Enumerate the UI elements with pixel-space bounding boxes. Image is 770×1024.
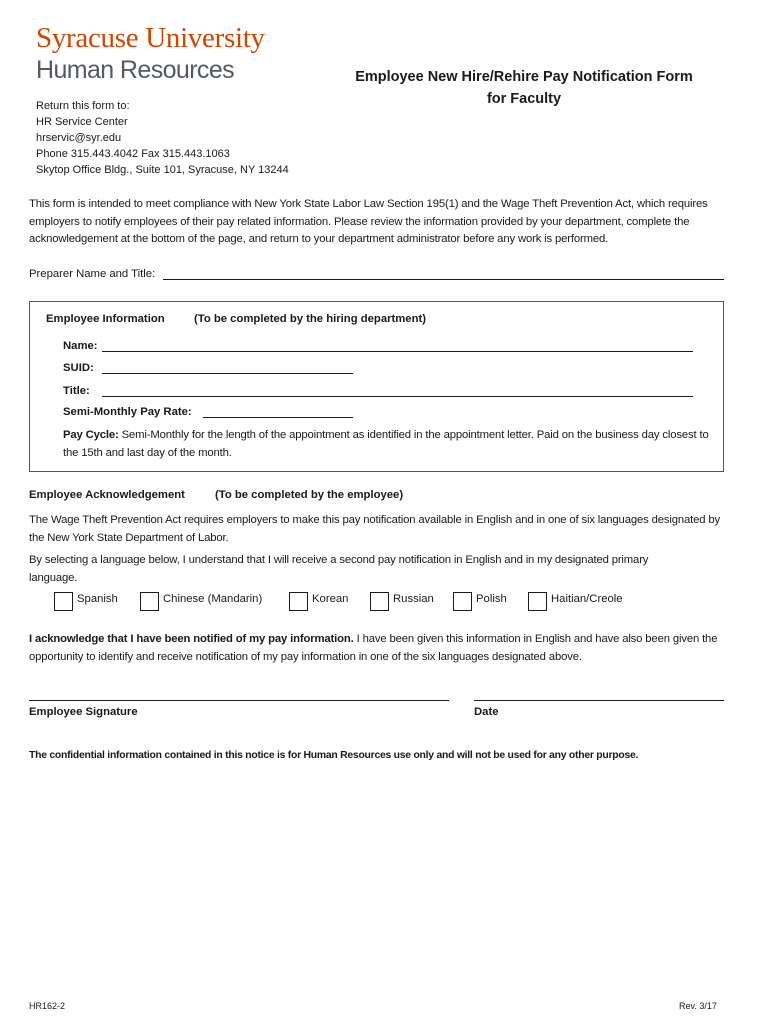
employee-info-note: (To be completed by the hiring department) xyxy=(194,313,427,325)
return-heading: Return this form to: xyxy=(36,100,130,112)
employee-info-heading: Employee Information xyxy=(46,313,165,325)
checkbox-haitian-creole[interactable] xyxy=(528,592,547,611)
checkbox-polish[interactable] xyxy=(453,592,472,611)
signature-label: Employee Signature xyxy=(29,706,138,718)
date-input-line[interactable] xyxy=(474,700,724,701)
intro-paragraph: This form is intended to meet compliance with New York State Labor Law Section 195(1) and the Wage Theft Prevention Act, which requires employers to notify employees of their pay related information. Please review the information provided by your department, complete the acknowledgement at the bottom of the page, and return to your department administrator before any work is performed. xyxy=(29,198,708,246)
language-label-russian: Russian xyxy=(393,593,434,605)
name-input-line[interactable] xyxy=(102,351,693,352)
title-label: Title: xyxy=(63,385,90,397)
checkbox-chinese-mandarin[interactable] xyxy=(140,592,159,611)
language-label-spanish: Spanish xyxy=(77,593,118,605)
language-label-polish: Polish xyxy=(476,593,507,605)
pay-cycle-label: Pay Cycle: xyxy=(63,429,119,441)
acknowledgement-heading: Employee Acknowledgement xyxy=(29,489,185,501)
checkbox-spanish[interactable] xyxy=(54,592,73,611)
language-label-chinese-mandarin: Chinese (Mandarin) xyxy=(163,593,263,605)
checkbox-russian[interactable] xyxy=(370,592,389,611)
name-label: Name: xyxy=(63,340,98,352)
form-title-line1: Employee New Hire/Rehire Pay Notification Form xyxy=(355,69,693,85)
pay-rate-input-line[interactable] xyxy=(203,417,353,418)
title-input-line[interactable] xyxy=(102,396,693,397)
acknowledgement-note: (To be completed by the employee) xyxy=(215,489,404,501)
language-selection-paragraph: By selecting a language below, I understand that I will receive a second pay notification in English and in my designated primary language. xyxy=(29,554,649,584)
return-phone: Phone 315.443.4042 Fax 315.443.1063 xyxy=(36,148,230,160)
wtpa-paragraph: The Wage Theft Prevention Act requires employers to make this pay notification available in English and in one of six languages designated by the New York State Department of Labor. xyxy=(29,514,720,544)
preparer-label: Preparer Name and Title: xyxy=(29,268,156,280)
form-code: HR162-2 xyxy=(29,1001,66,1011)
pay-cycle-paragraph xyxy=(63,427,713,462)
pay-cycle-text: Semi-Monthly for the length of the appointment as identified in the appointment letter. Paid on the business day closest to the 15th and last day of the month. xyxy=(63,429,709,459)
preparer-input-line[interactable] xyxy=(163,279,724,280)
logo-university-name: Syracuse University xyxy=(36,22,265,54)
return-address-block xyxy=(36,98,289,178)
acknowledgement-statement-rest: I have been given this information in English and have also been given the opportunity to identify and receive notification of my pay information in one of the six languages designated above. xyxy=(29,633,718,663)
confidential-note: The confidential information contained in this notice is for Human Resources use only and will not be used for any other purpose. xyxy=(29,750,639,761)
return-address: Skytop Office Bldg., Suite 101, Syracuse, NY 13244 xyxy=(36,164,289,176)
acknowledgement-statement xyxy=(29,631,729,666)
checkbox-korean[interactable] xyxy=(289,592,308,611)
acknowledgement-statement-bold: I acknowledge that I have been notified of my pay information. xyxy=(29,633,354,645)
suid-label: SUID: xyxy=(63,362,94,374)
pay-rate-label: Semi-Monthly Pay Rate: xyxy=(63,406,192,418)
signature-input-line[interactable] xyxy=(29,700,449,701)
form-title-line2: for Faculty xyxy=(486,91,562,107)
return-office: HR Service Center xyxy=(36,116,128,128)
language-label-korean: Korean xyxy=(312,593,349,605)
revision-label: Rev. 3/17 xyxy=(679,1001,717,1011)
language-label-haitian-creole: Haitian/Creole xyxy=(551,593,623,605)
suid-input-line[interactable] xyxy=(102,373,353,374)
logo-department-name: Human Resources xyxy=(36,56,235,84)
return-email: hrservic@syr.edu xyxy=(36,132,122,144)
date-label: Date xyxy=(474,706,499,718)
form-title xyxy=(338,66,710,110)
